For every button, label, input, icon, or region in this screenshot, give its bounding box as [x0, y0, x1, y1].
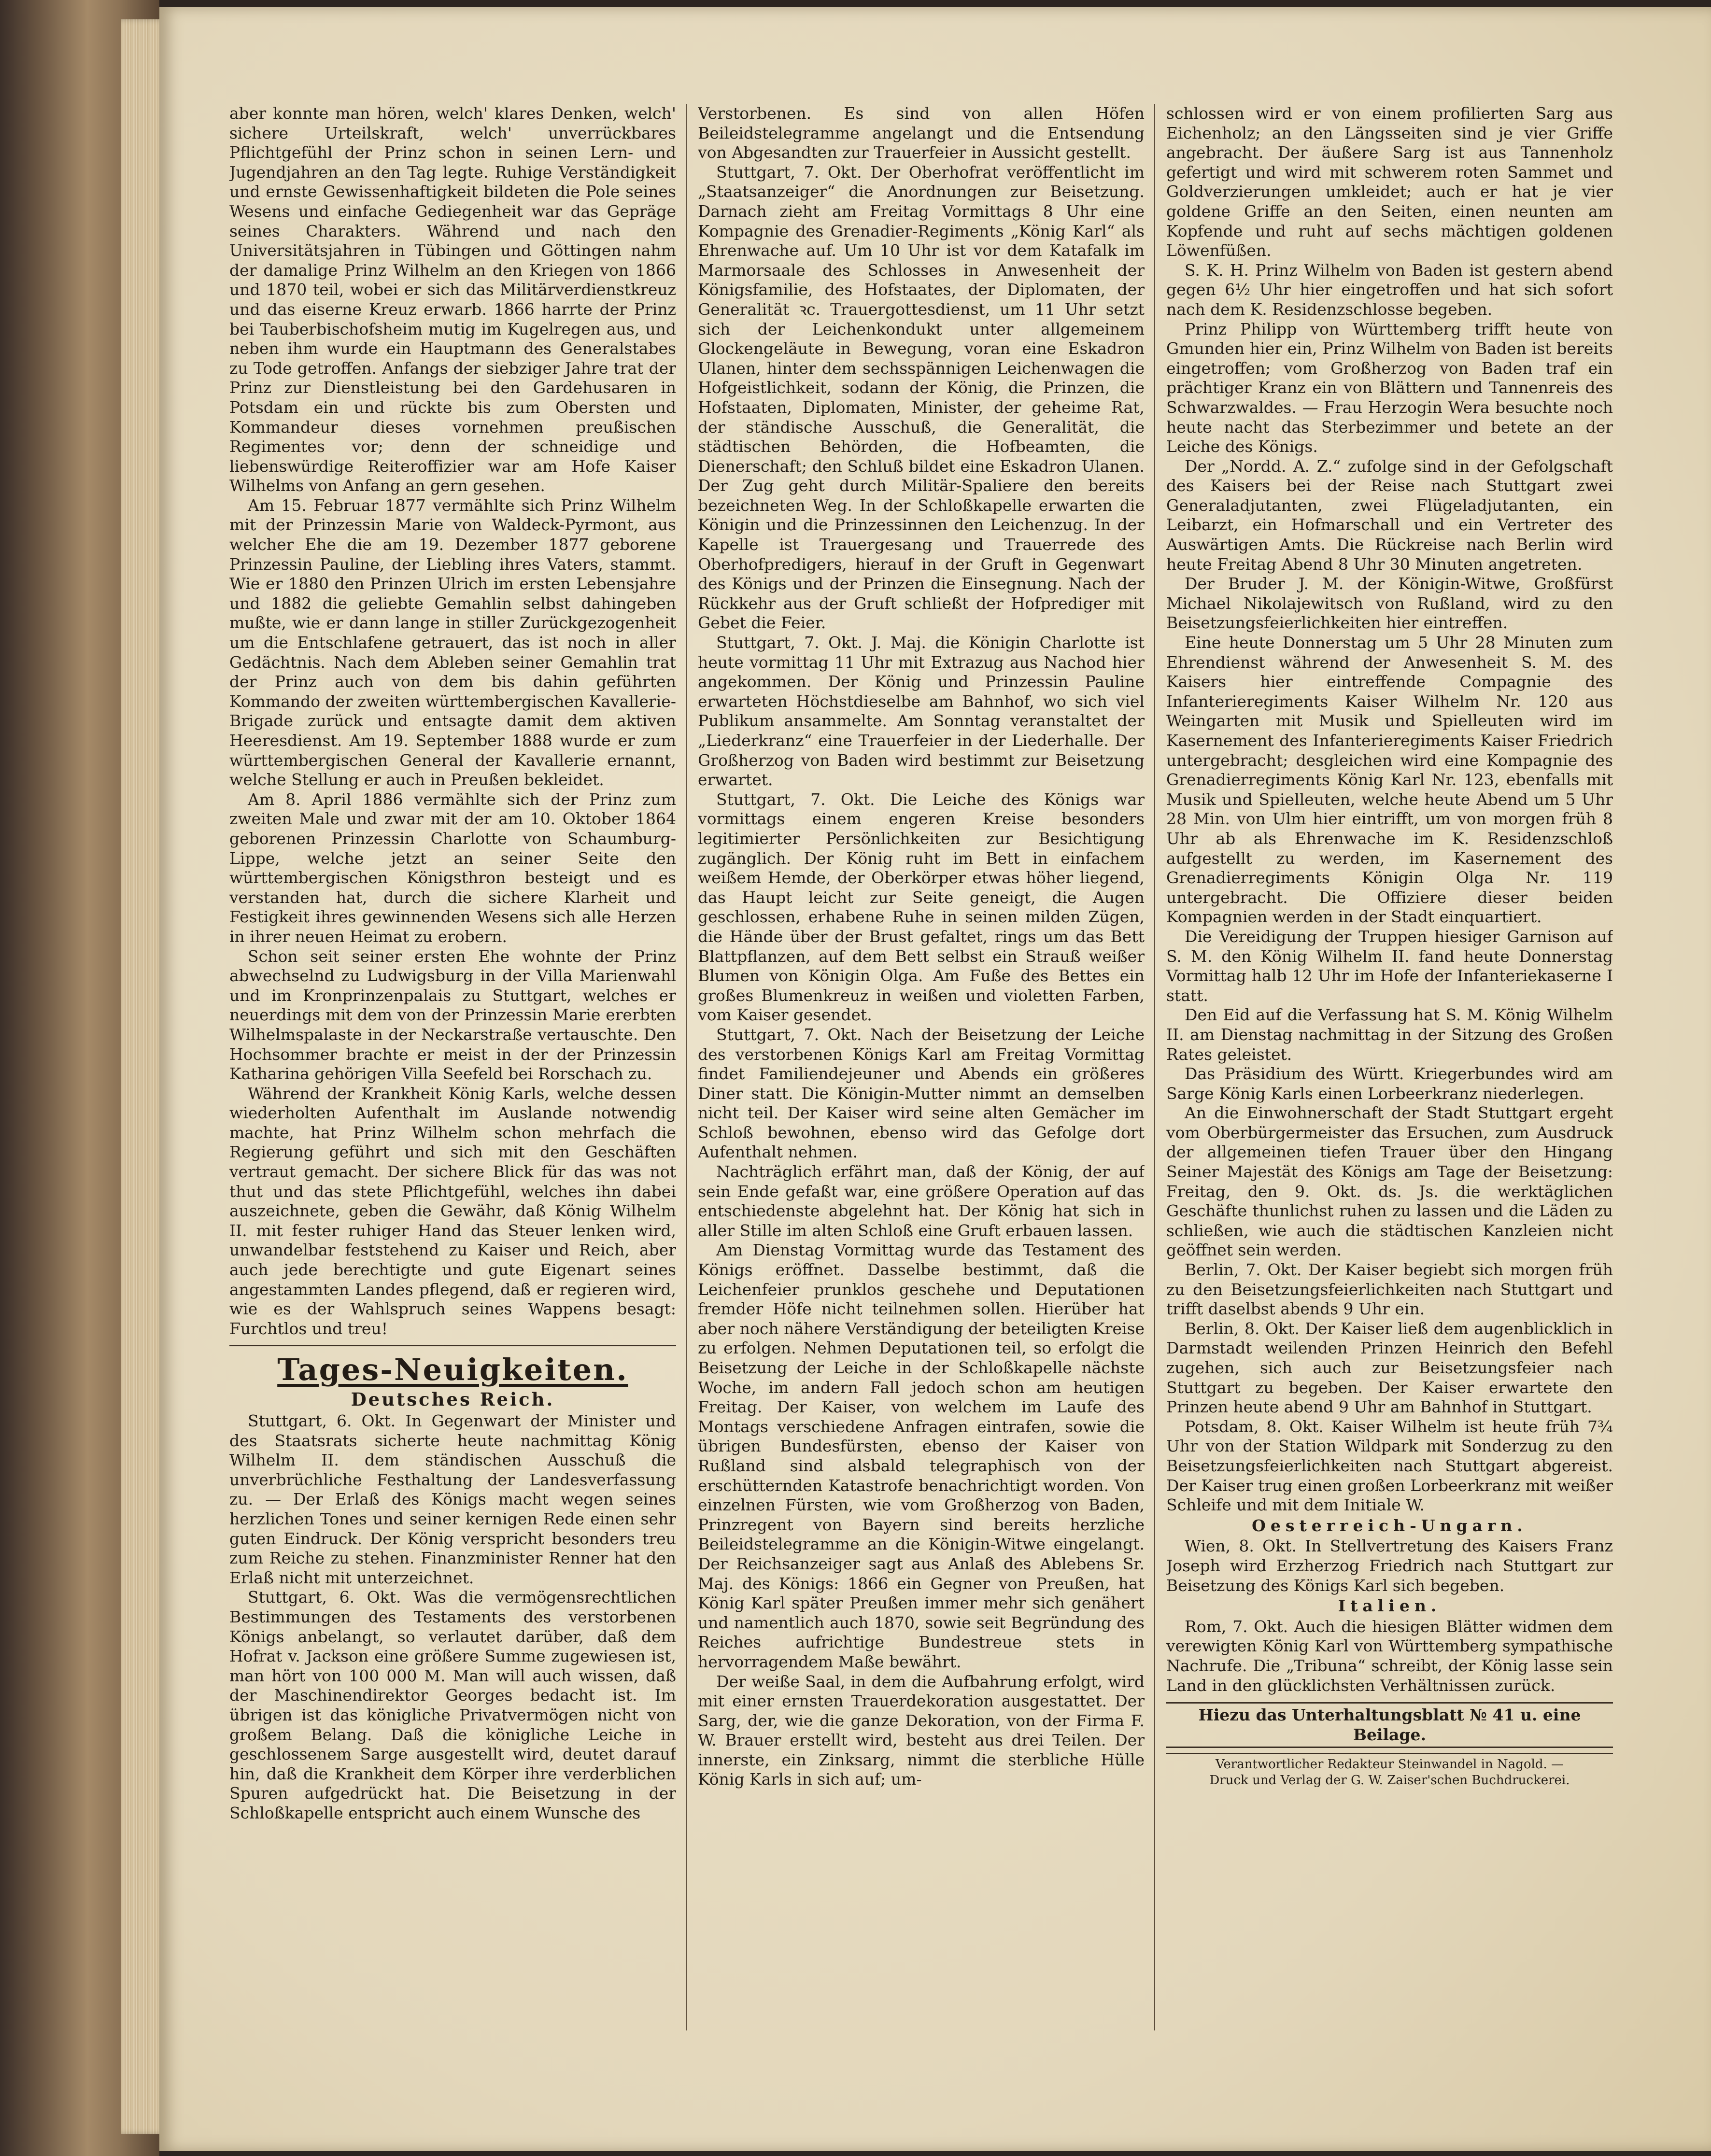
news-item: Der weiße Saal, in dem die Aufbahrung erfolgt, wird mit einer ernsten Trauerdekoration ausgestattet. Der Sarg, der, wie die ganze Dekoration, von der Firma F. W. Brauer erstellt wird, besteht aus drei Teilen. Der innerste, ein Zinksarg, nimmt die sterbliche Hülle König Karls in sich auf; um-: [698, 1672, 1145, 1789]
column-1: [229, 104, 676, 2030]
news-item: Rom, 7. Okt. Auch die hiesigen Blätter widmen dem verewigten König Karl von Württemberg sympathische Nachrufe. Die „Tribuna“ schreibt, der König lasse sein Land in den glücklichsten Verhältnissen zurück.: [1166, 1617, 1613, 1695]
supplement-notice: Hiezu das Unterhaltungsblatt № 41 u. eine Beilage.: [1166, 1702, 1613, 1748]
news-item: Den Eid auf die Verfassung hat S. M. König Wilhelm II. am Dienstag nachmittag in der Sitzung des Großen Rates geleistet.: [1166, 1005, 1613, 1064]
article-paragraph: schlossen wird er von einem profilierten Sarg aus Eichenholz; an den Längsseiten sind je vier Griffe angebracht. Der äußere Sarg ist aus Tannenholz gefertigt und wird mit schwerem roten Sammet und Goldverzierungen umkleidet; auch er hat je vier goldene Griffe an den Seiten, einen neunten am Kopfende und ruht auf sechs mächtigen goldenen Löwenfüßen.: [1166, 104, 1613, 260]
news-item: An die Einwohnerschaft der Stadt Stuttgart ergeht vom Oberbürgermeister das Ersuchen, zum Ausdruck der allgemeinen tiefen Trauer über den Hingang Seiner Majestät des Königs am Tage der Beisetzung: Freitag, den 9. Okt. ds. Js. die werktäglichen Geschäfte thunlichst ruhen zu lassen und die Läden zu schließen, wie auch die städtischen Kanzleien nicht geöffnet sein werden.: [1166, 1103, 1613, 1260]
article-paragraph: Am 15. Februar 1877 vermählte sich Prinz Wilhelm mit der Prinzessin Marie von Waldeck-Pyrmont, aus welcher Ehe die am 19. Dezember 1877 geborene Prinzessin Pauline, der Liebling ihres Vaters, stammt. Wie er 1880 den Prinzen Ulrich im ersten Lebensjahre und 1882 die geliebte Gemahlin selbst dahingeben mußte, wie er dann lange in stiller Zurückgezogenheit um die Entschlafene getrauert, das ist noch in aller Gedächtnis. Nach dem Ableben seiner Gemahlin trat der Prinz auch von dem bis dahin geführten Kommando der zweiten württembergischen Kavallerie-Brigade zurück und entsagte damit dem aktiven Heeresdienst. Am 19. September 1888 wurde er zum württembergischen General der Kavallerie ernannt, welche Stellung er auch in Preußen bekleidet.: [229, 495, 676, 789]
news-item: Stuttgart, 7. Okt. Die Leiche des Königs war vormittags einem engeren Kreise besonders legitimierter Persönlichkeiten zur Besichtigung zugänglich. Der König ruht im Bett in einfachem weißem Hemde, der Oberkörper etwas höher liegend, das Haupt leicht zur Seite geneigt, die Augen geschlossen, erhabene Ruhe in seinen milden Zügen, die Hände über der Brust gefaltet, rings um das Bett Blattpflanzen, auf dem Bett selbst ein Strauß weißer Blumen von Königin Olga. Am Fuße des Bettes ein großes Blumenkreuz in weißen und violetten Farben, vom Kaiser gesendet.: [698, 789, 1145, 1025]
column-divider: [686, 104, 687, 2030]
news-item: Am Dienstag Vormittag wurde das Testament des Königs eröffnet. Dasselbe bestimmt, daß die Leichenfeier prunklos geschehe und Deputationen fremder Höfe nicht teilnehmen sollen. Hierüber hat aber noch nähere Verständigung der beteiligten Kreise zu erfolgen. Nehmen Deputationen teil, so erfolgt die Beisetzung der Leiche in der Schloßkapelle nächste Woche, im andern Fall jedoch schon am heutigen Freitag. Der Kaiser, von welchem im Laufe des Montags verschiedene Anfragen eintrafen, sowie die übrigen Bundesfürsten, ebenso der Kaiser von Rußland sind alsbald telegraphisch von der erschütternden Katastrofe benachrichtigt worden. Von einzelnen Fürsten, wie vom Großherzog von Baden, Prinzregent von Bayern sind bereits herzliche Beileidstelegramme an die Königin-Witwe eingelangt. Der Reichsanzeiger sagt aus Anlaß des Ablebens Sr. Maj. des Königs: 1866 ein Gegner von Preußen, hat König Karl später Preußen immer mehr sich genähert und namentlich auch 1870, sowie seit Begründung des Reiches aufrichtige Bundestreue stets in hervorragendem Maße bewährt.: [698, 1240, 1145, 1671]
article-paragraph: Am 8. April 1886 vermählte sich der Prinz zum zweiten Male und zwar mit der am 10. Oktober 1864 geborenen Prinzessin Charlotte von Schaumburg-Lippe, welche jetzt an seiner Seite den württembergischen Königsthron besteigt und es verstanden hat, durch die sichere Klarheit und Festigkeit ihres gewinnenden Wesens sich alle Herzen in ihrer neuen Heimat zu erobern.: [229, 789, 676, 946]
imprint-editor: Verantwortlicher Redakteur Steinwandel in Nagold. —: [1215, 1757, 1564, 1772]
news-item: Berlin, 8. Okt. Der Kaiser ließ dem augenblicklich in Darmstadt weilenden Prinzen Heinrich den Befehl zugehen, sich auch zur Beisetzungsfeier nach Stuttgart zu begeben. Der Kaiser erwartete den Prinzen heute abend 9 Uhr am Bahnhof in Stuttgart.: [1166, 1319, 1613, 1417]
news-item: Berlin, 7. Okt. Der Kaiser begiebt sich morgen früh zu den Beisetzungsfeierlichkeiten nach Stuttgart und trifft daselbst abends 9 Uhr ein.: [1166, 1260, 1613, 1319]
imprint: [1166, 1753, 1613, 1789]
region-heading-austria: Oesterreich-Ungarn.: [1252, 1516, 1527, 1535]
newspaper-page: [159, 7, 1711, 2151]
news-item: Stuttgart, 6. Okt. Was die vermögensrechtlichen Bestimmungen des Testaments des verstorbenen Königs anbelangt, so verlautet darüber, daß dem Hofrat v. Jackson eine größere Summe zugewiesen ist, man hört von 100 000 M. Man will auch wissen, daß der Maschinendirektor Georges bedacht ist. Im übrigen ist das königliche Privatvermögen nicht von großem Belang. Daß die königliche Leiche in geschlossenem Sarge ausgestellt wird, deutet darauf hin, daß die Krankheit dem Körper ihre verderblichen Spuren aufgedrückt hat. Die Beisetzung in der Schloßkapelle entspricht auch einem Wunsche des: [229, 1588, 676, 1822]
news-item: Eine heute Donnerstag um 5 Uhr 28 Minuten zum Ehrendienst während der Anwesenheit S. M. des Kaisers hier eintreffende Compagnie des Infanterieregiments Kaiser Wilhelm Nr. 120 aus Weingarten mit Musik und Spielleuten wird im Kasernement des Infanterieregiments Kaiser Friedrich untergebracht; desgleichen wird eine Kompagnie des Grenadierregiments König Karl Nr. 123, ebenfalls mit Musik und Spielleuten, welche heute Abend um 5 Uhr 28 Min. von Ulm hier eintrifft, um von morgen früh 8 Uhr ab als Ehrenwache im K. Residenzschloß aufgestellt zu werden, im Kasernement des Grenadierregiments Königin Olga Nr. 119 untergebracht. Die Offiziere dieser beiden Kompagnien werden in der Stadt einquartiert.: [1166, 633, 1613, 927]
article-paragraph: Verstorbenen. Es sind von allen Höfen Beileidstelegramme angelangt und die Entsendung von Abgesandten zur Trauerfeier in Aussicht gestellt.: [698, 104, 1145, 162]
article-paragraph: Schon seit seiner ersten Ehe wohnte der Prinz abwechselnd zu Ludwigsburg in der Villa Marienwahl und im Kronprinzenpalais zu Stuttgart, welches er neuerdings mit dem von der Prinzessin Marie ererbten Wilhelmspalaste in der Neckarstraße vertauschte. Den Hochsommer brachte er meist in der der Prinzessin Katharina gehörigen Villa Seefeld bei Rorschach zu.: [229, 946, 676, 1084]
news-item: Stuttgart, 7. Okt. Der Oberhofrat veröffentlicht im „Staatsanzeiger“ die Anordnungen zur Beisetzung. Darnach zieht am Freitag Vormittags 8 Uhr eine Kompagnie des Grenadier-Regiments „König Karl“ als Ehrenwache auf. Um 10 Uhr ist vor dem Katafalk im Marmorsaale des Schlosses in Anwesenheit der Königsfamilie, des Hofstaates, der Diplomaten, der Generalität ꝛc. Trauergottesdienst, um 11 Uhr setzt sich der Leichenkondukt unter allgemeinem Glockengeläute in Bewegung, voran eine Eskadron Ulanen, hinter dem sechsspännigen Leichenwagen die Hofgeistlichkeit, sodann der König, die Prinzen, die Hofstaaten, Diplomaten, Minister, der geheime Rat, der ständische Ausschuß, die Generalität, die städtischen Behörden, die Hofbeamten, die Dienerschaft; den Schluß bildet eine Eskadron Ulanen. Der Zug geht durch Militär-Spaliere den bereits bezeichneten Weg. In der Schloßkapelle erwarten die Königin und die Prinzessinnen den Leichenzug. In der Kapelle ist Trauergesang und Trauerrede des Oberhofpredigers, hierauf in der Gruft in Gegenwart des Königs und der Prinzen die Einsegnung. Nach der Rückkehr aus der Gruft schließt der Hofprediger mit Gebet die Feier.: [698, 162, 1145, 633]
news-item: Der „Nordd. A. Z.“ zufolge sind in der Gefolgschaft des Kaisers bei der Reise nach Stuttgart zwei Generaladjutanten, zwei Flügeladjutanten, ein Leibarzt, ein Hofmarschall und ein Vertreter des Auswärtigen Amts. Die Rückreise nach Berlin wird heute Freitag Abend 8 Uhr 30 Minuten angetreten.: [1166, 456, 1613, 574]
column-2: [698, 104, 1145, 2030]
news-item: Stuttgart, 7. Okt. Nach der Beisetzung der Leiche des verstorbenen Königs Karl am Freitag Vormittag findet Familiendejeuner und Abends ein größeres Diner statt. Die Königin-Mutter nimmt an demselben nicht teil. Der Kaiser wird seine alten Gemächer im Schloß bewohnen, ebenso wird das Gefolge dort Aufenthalt nehmen.: [698, 1025, 1145, 1162]
news-item: Potsdam, 8. Okt. Kaiser Wilhelm ist heute früh 7¾ Uhr von der Station Wildpark mit Sonderzug zu den Beisetzungsfeierlichkeiten nach Stuttgart abgereist. Der Kaiser trug einen großen Lorbeerkranz mit weißer Schleife und mit dem Initiale W.: [1166, 1417, 1613, 1515]
article-paragraph: aber konnte man hören, welch' klares Denken, welch' sichere Urteilskraft, welch' unverrückbares Pflichtgefühl der Prinz schon in seinen Lern- und Jugendjahren an den Tag legte. Ruhige Verständigkeit und ernste Gewissenhaftigkeit bildeten die Pole seines Wesens und einfache Gediegenheit war das Gepräge seines Charakters. Während und nach den Universitätsjahren in Tübingen und Göttingen nahm der damalige Prinz Wilhelm an den Kriegen von 1866 und 1870 teil, wobei er sich das Militärverdienstkreuz und das eiserne Kreuz erwarb. 1866 harrte der Prinz bei Tauberbischofsheim mutig im Kugelregen aus, und neben ihm wurde ein Hauptmann des Generalstabes zu Tode getroffen. Anfangs der siebziger Jahre trat der Prinz zur Dienstleistung bei den Gardehusaren in Potsdam ein und rückte bis zum Obersten und Kommandeur dieses vornehmen preußischen Regimentes vor; denn der schneidige und liebenswürdige Reiteroffizier war am Hofe Kaiser Wilhelms von Anfang an gern gesehen.: [229, 104, 676, 495]
news-item: Der Bruder J. M. der Königin-Witwe, Großfürst Michael Nikolajewitsch von Rußland, wird zu den Beisetzungsfeierlichkeiten hier eintreffen.: [1166, 574, 1613, 633]
section-masthead: Tages-Neuigkeiten.: [277, 1352, 628, 1388]
column-divider: [1154, 104, 1155, 2030]
article-paragraph: Während der Krankheit König Karls, welche dessen wiederholten Aufenthalt im Auslande notwendig machte, hat Prinz Wilhelm schon mehrfach die Regierung geführt und sich mit den Geschäften vertraut gemacht. Der sichere Blick für das was not thut und das stete Pflichtgefühl, welches ihn dabei auszeichnete, geben die Gewähr, daß König Wilhelm II. mit fester ruhiger Hand das Steuer lenken wird, unwandelbar feststehend zu Kaiser und Reich, aber auch jede berechtigte und gute Eigenart seines angestammten Landes pflegend, daß er regieren wird, wie es der Wahlspruch seines Wappens besagt: Furchtlos und treu!: [229, 1084, 676, 1338]
section-divider: [229, 1345, 676, 1347]
news-item: Stuttgart, 6. Okt. In Gegenwart der Minister und des Staatsrats sicherte heute nachmittag König Wilhelm II. dem ständischen Ausschuß die unverbrüchliche Festhaltung der Landesverfassung zu. — Der Erlaß des Königs macht wegen seines herzlichen Tones und seiner kernigen Rede einen sehr guten Eindruck. Der König verspricht besonders treu zum Reiche zu stehen. Finanzminister Renner hat den Erlaß nicht mit unterzeichnet.: [229, 1411, 676, 1587]
news-item: Prinz Philipp von Württemberg trifft heute von Gmunden hier ein, Prinz Wilhelm von Baden ist bereits eingetroffen; vom Großherzog von Baden traf ein prächtiger Kranz ein von Blättern und Tannenreis des Schwarzwaldes. — Frau Herzogin Wera besuchte noch heute nacht das Sterbezimmer und betete an der Leiche des Königs.: [1166, 319, 1613, 456]
region-heading-italy: Italien.: [1338, 1596, 1442, 1616]
column-3: [1166, 104, 1613, 2030]
news-item: S. K. H. Prinz Wilhelm von Baden ist gestern abend gegen 6½ Uhr hier eingetroffen und hat sich sofort nach dem K. Residenzschlosse begeben.: [1166, 260, 1613, 319]
imprint-publisher: Druck und Verlag der G. W. Zaiser'schen Buchdruckerei.: [1209, 1773, 1570, 1788]
news-item: Nachträglich erfährt man, daß der König, der auf sein Ende gefaßt war, eine größere Operation auf das entschiedenste abgelehnt hat. Der König hat sich in aller Stille im alten Schloß eine Gruft erbauen lassen.: [698, 1162, 1145, 1240]
section-subhead: Deutsches Reich.: [351, 1389, 555, 1410]
news-item: Die Vereidigung der Truppen hiesiger Garnison auf S. M. den König Wilhelm II. fand heute Donnerstag Vormittag halb 12 Uhr im Hofe der Infanteriekaserne I statt.: [1166, 927, 1613, 1005]
news-item: Wien, 8. Okt. In Stellvertretung des Kaisers Franz Joseph wird Erzherzog Friedrich nach Stuttgart zur Beisetzung des Königs Karl sich begeben.: [1166, 1536, 1613, 1595]
news-item: Das Präsidium des Württ. Kriegerbundes wird am Sarge König Karls einen Lorbeerkranz niederlegen.: [1166, 1064, 1613, 1103]
news-item: Stuttgart, 7. Okt. J. Maj. die Königin Charlotte ist heute vormittag 11 Uhr mit Extrazug aus Nachod hier angekommen. Der König und Prinzessin Pauline erwarteten Höchstdieselbe am Bahnhof, wo sich viel Publikum ansammelte. Am Sonntag veranstaltet der „Liederkranz“ eine Trauerfeier in der Liederhalle. Der Großherzog von Baden wird bestimmt zur Beisetzung erwartet.: [698, 633, 1145, 789]
